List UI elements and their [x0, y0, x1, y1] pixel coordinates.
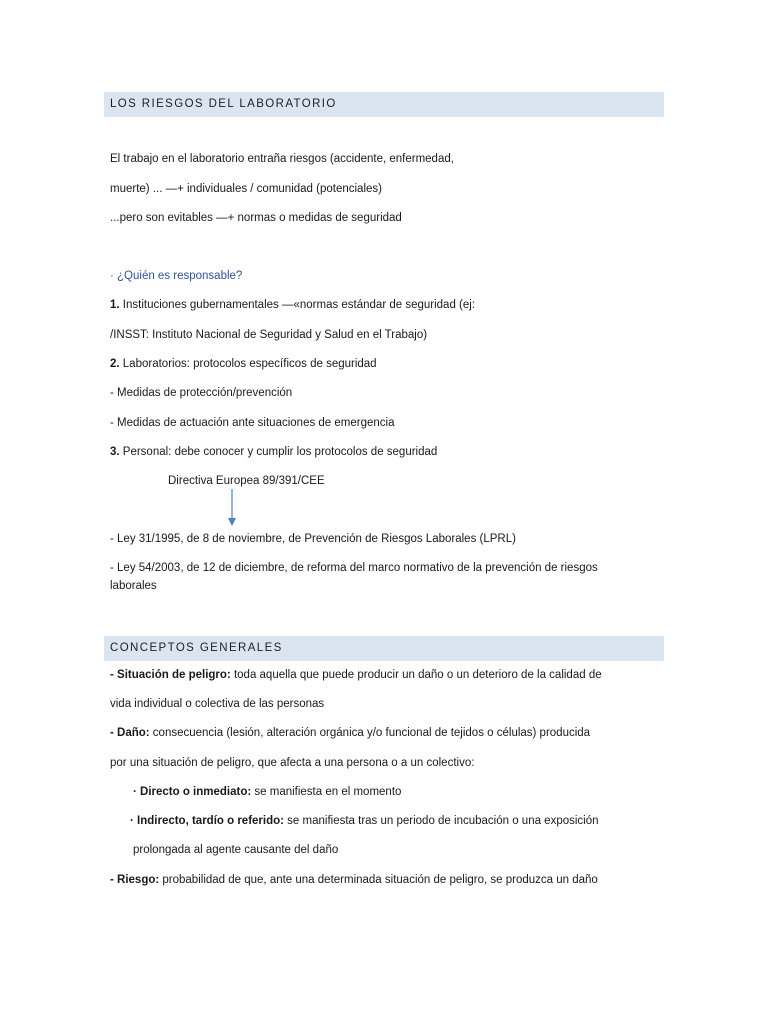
section-header-conceptos: CONCEPTOS GENERALES — [104, 636, 664, 661]
concept-dano — [110, 725, 630, 741]
concept-label: · Indirecto, tardío o referido: — [130, 815, 284, 827]
concept-text: se manifiesta en el momento — [251, 786, 402, 798]
intro-line-2: muerte) ... —+ individuales / comunidad (potenciales) — [110, 183, 382, 195]
concept-peligro — [110, 667, 630, 683]
concept-peligro-continuation: vida individual o colectiva de las personas — [110, 698, 325, 710]
concept-label: - Riesgo: — [110, 874, 160, 886]
concept-indirecto — [130, 813, 650, 829]
section-header-riesgos: LOS RIESGOS DEL LABORATORIO — [104, 92, 664, 117]
item-number: 2. — [110, 358, 120, 370]
concept-indirecto-continuation: prolongada al agente causante del daño — [133, 844, 339, 856]
responsible-item-2 — [110, 356, 630, 372]
arrow-down-icon — [226, 489, 238, 527]
concept-label: · Directo o inmediato: — [133, 786, 252, 798]
responsible-question: · ¿Quién es responsable? — [110, 270, 243, 282]
item-text: Instituciones gubernamentales —«normas estándar de seguridad (ej: — [119, 299, 476, 311]
directive-label: Directiva Europea 89/391/CEE — [168, 475, 325, 487]
concept-text: se manifiesta tras un periodo de incubación o una exposición — [283, 815, 599, 827]
law-1: - Ley 31/1995, de 8 de noviembre, de Prevención de Riesgos Laborales (LPRL) — [110, 533, 516, 545]
concept-text: consecuencia (lesión, alteración orgánica y/o funcional de tejidos o células) producida — [149, 727, 591, 739]
concept-text: toda aquella que puede producir un daño o un deterioro de la calidad de — [230, 669, 602, 681]
responsible-item-2-sub-2: - Medidas de actuación ante situaciones de emergencia — [110, 417, 395, 429]
item-number: 3. — [110, 446, 120, 458]
concept-label: - Situación de peligro: — [110, 669, 231, 681]
concept-label: - Daño: — [110, 727, 150, 739]
concept-text: probabilidad de que, ante una determinada situación de peligro, se produzca un daño — [159, 874, 598, 886]
law-2: - Ley 54/2003, de 12 de diciembre, de reforma del marco normativo de la prevención de riesgos laborales — [110, 562, 598, 592]
intro-line-1: El trabajo en el laboratorio entraña riesgos (accidente, enfermedad, — [110, 153, 454, 165]
item-number: 1. — [110, 299, 120, 311]
item-text: Personal: debe conocer y cumplir los protocolos de seguridad — [119, 446, 438, 458]
responsible-item-2-sub-1: - Medidas de protección/prevención — [110, 387, 293, 399]
concept-directo — [133, 784, 653, 800]
concept-dano-continuation: por una situación de peligro, que afecta a una persona o a un colectivo: — [110, 757, 475, 769]
item-text: Laboratorios: protocolos específicos de seguridad — [119, 358, 377, 370]
intro-line-3: ...pero son evitables —+ normas o medidas de seguridad — [110, 212, 402, 224]
concept-riesgo — [110, 872, 630, 888]
responsible-item-3 — [110, 444, 630, 460]
responsible-item-1 — [110, 297, 630, 313]
responsible-item-1-continuation: /INSST: Instituto Nacional de Seguridad y Salud en el Trabajo) — [110, 329, 428, 341]
